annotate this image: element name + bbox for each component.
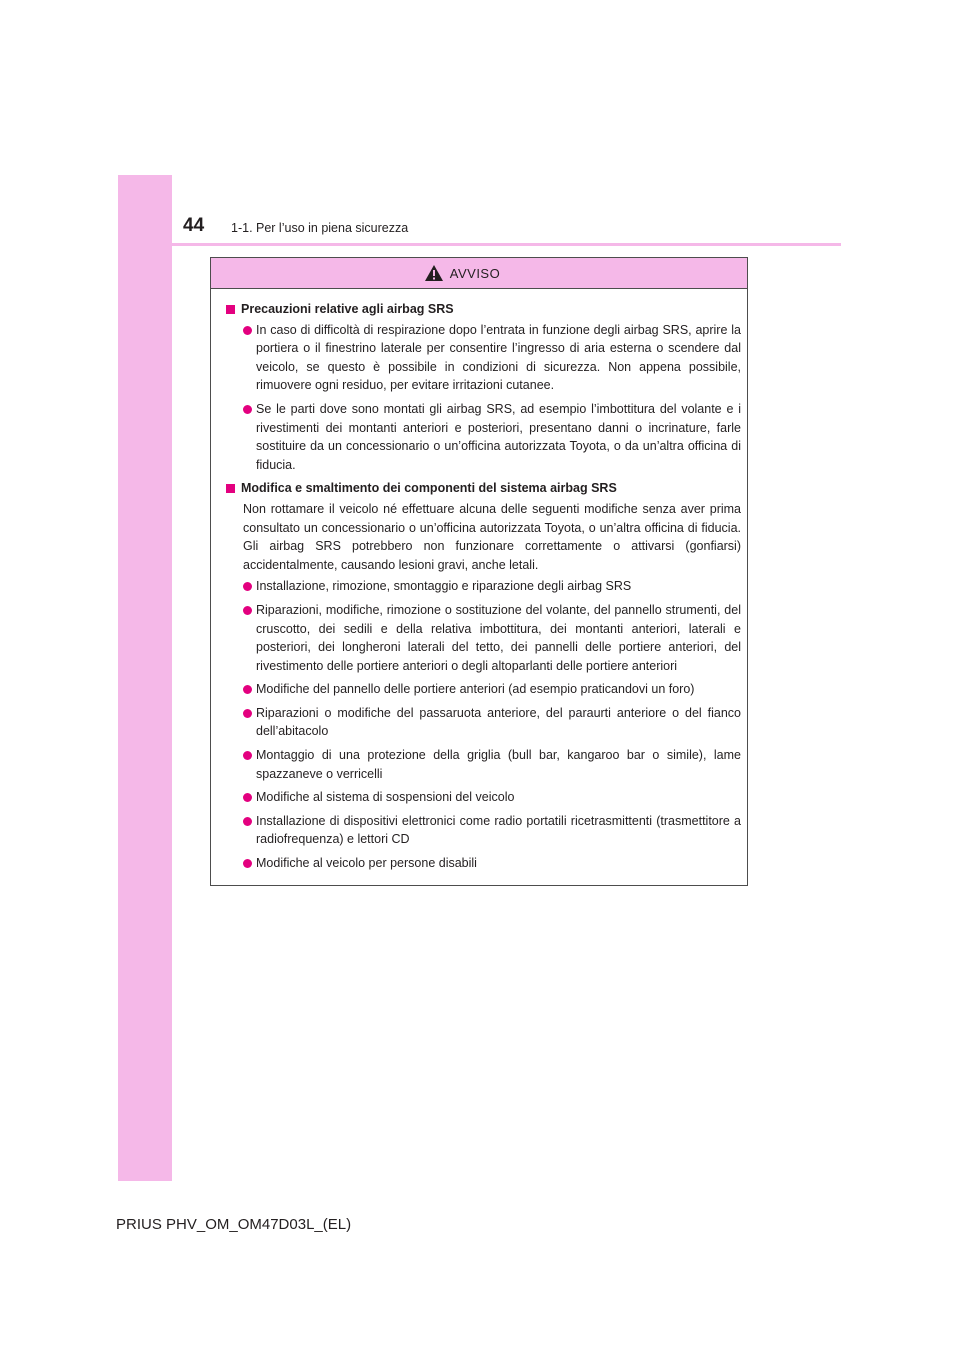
list-item bbox=[243, 400, 741, 474]
section-header-title: 1-1. Per l’uso in piena sicurezza bbox=[231, 221, 409, 235]
round-bullet-icon bbox=[243, 859, 252, 868]
list-item-text: Modifiche del pannello delle portiere anteriori (ad esempio praticandovi un foro) bbox=[256, 682, 695, 697]
square-bullet-icon bbox=[226, 305, 235, 314]
list-item bbox=[243, 601, 741, 675]
warning-box bbox=[210, 257, 748, 886]
warning-title: AVVISO bbox=[449, 265, 501, 281]
round-bullet-icon bbox=[243, 793, 252, 802]
list-item-text: Modifiche al sistema di sospensioni del veicolo bbox=[256, 790, 515, 805]
footer-document-id: PRIUS PHV_OM_OM47D03L_(EL) bbox=[116, 1216, 352, 1233]
list-item-text: Se le parti dove sono montati gli airbag SRS, ad esempio l’imbottitura del volante e i rivestimenti dei montanti anteriori e posteriori, presentano danni o incrinature, farle sostituire da un concessionario o un’officina autorizzata Toyota, o da un’altra officina di fiducia. bbox=[256, 401, 741, 472]
round-bullet-icon bbox=[243, 582, 252, 591]
square-bullet-icon bbox=[226, 484, 235, 493]
section-title bbox=[226, 300, 741, 319]
list-item bbox=[243, 680, 741, 699]
section-airbag-precautions bbox=[226, 300, 741, 474]
list-item bbox=[243, 854, 741, 873]
list-item-text: Installazione di dispositivi elettronici come radio portatili ricetrasmittenti (trasmettitore a radiofrequenza) e lettori CD bbox=[256, 813, 741, 847]
list-item-text: Modifiche al veicolo per persone disabili bbox=[256, 856, 477, 871]
round-bullet-icon bbox=[243, 685, 252, 694]
list-item-text: Installazione, rimozione, smontaggio e riparazione degli airbag SRS bbox=[256, 579, 632, 594]
round-bullet-icon bbox=[243, 326, 252, 335]
list-item bbox=[243, 577, 741, 596]
side-color-band bbox=[118, 175, 172, 1181]
section-paragraph: Non rottamare il veicolo né effettuare alcuna delle seguenti modifiche senza aver prima consultato un concessionario o un’officina autorizzata Toyota, o un’altra officina di fiducia. Gli airbag SRS potrebbero non funzionare correttamente o attivarsi (gonfiarsi) accidentalmente, causando lesioni gravi, anche letali. bbox=[243, 501, 741, 572]
list-item-text: Riparazioni o modifiche del passaruota anteriore, del paraurti anteriore o del fianco dell’abitacolo bbox=[256, 705, 741, 739]
list-item bbox=[243, 321, 741, 395]
page-number: 44 bbox=[183, 215, 205, 236]
section-title-text: Precauzioni relative agli airbag SRS bbox=[241, 302, 454, 316]
round-bullet-icon bbox=[243, 606, 252, 615]
list-item bbox=[243, 812, 741, 849]
section-title bbox=[226, 479, 741, 498]
round-bullet-icon bbox=[243, 751, 252, 760]
list-item bbox=[243, 746, 741, 783]
list-item-text: In caso di difficoltà di respirazione dopo l’entrata in funzione degli airbag SRS, aprire la portiera o il finestrino laterale per consentire l’ingresso di aria esterna o scendere dal veicolo, se questo è possibile in condizioni di sicurezza. Non appena possibile, rimuovere ogni residuo, per evitare irritazioni cutanee. bbox=[256, 322, 741, 393]
round-bullet-icon bbox=[243, 709, 252, 718]
list-item bbox=[243, 704, 741, 741]
round-bullet-icon bbox=[243, 405, 252, 414]
warning-triangle-icon bbox=[424, 264, 444, 282]
header-divider bbox=[118, 243, 841, 246]
round-bullet-icon bbox=[243, 817, 252, 826]
list-item-text: Montaggio di una protezione della griglia (bull bar, kangaroo bar o simile), lame spazzaneve o verricelli bbox=[256, 748, 741, 781]
list-item-text: Riparazioni, modifiche, rimozione o sostituzione del volante, del pannello strumenti, del cruscotto, dei sedili e della relativa imbottitura, dei montanti anteriori, laterali e posteriori, dei longheroni laterali del tetto, dei pannelli delle portiere anteriori, del rivestimento delle portiere anteriori o degli altoparlanti delle portiere anteriori bbox=[256, 602, 741, 673]
list-item bbox=[243, 788, 741, 807]
warning-body bbox=[211, 289, 747, 873]
section-title-text: Modifica e smaltimento dei componenti del sistema airbag SRS bbox=[241, 481, 617, 496]
section-airbag-modification bbox=[226, 479, 741, 872]
warning-header bbox=[211, 258, 747, 289]
